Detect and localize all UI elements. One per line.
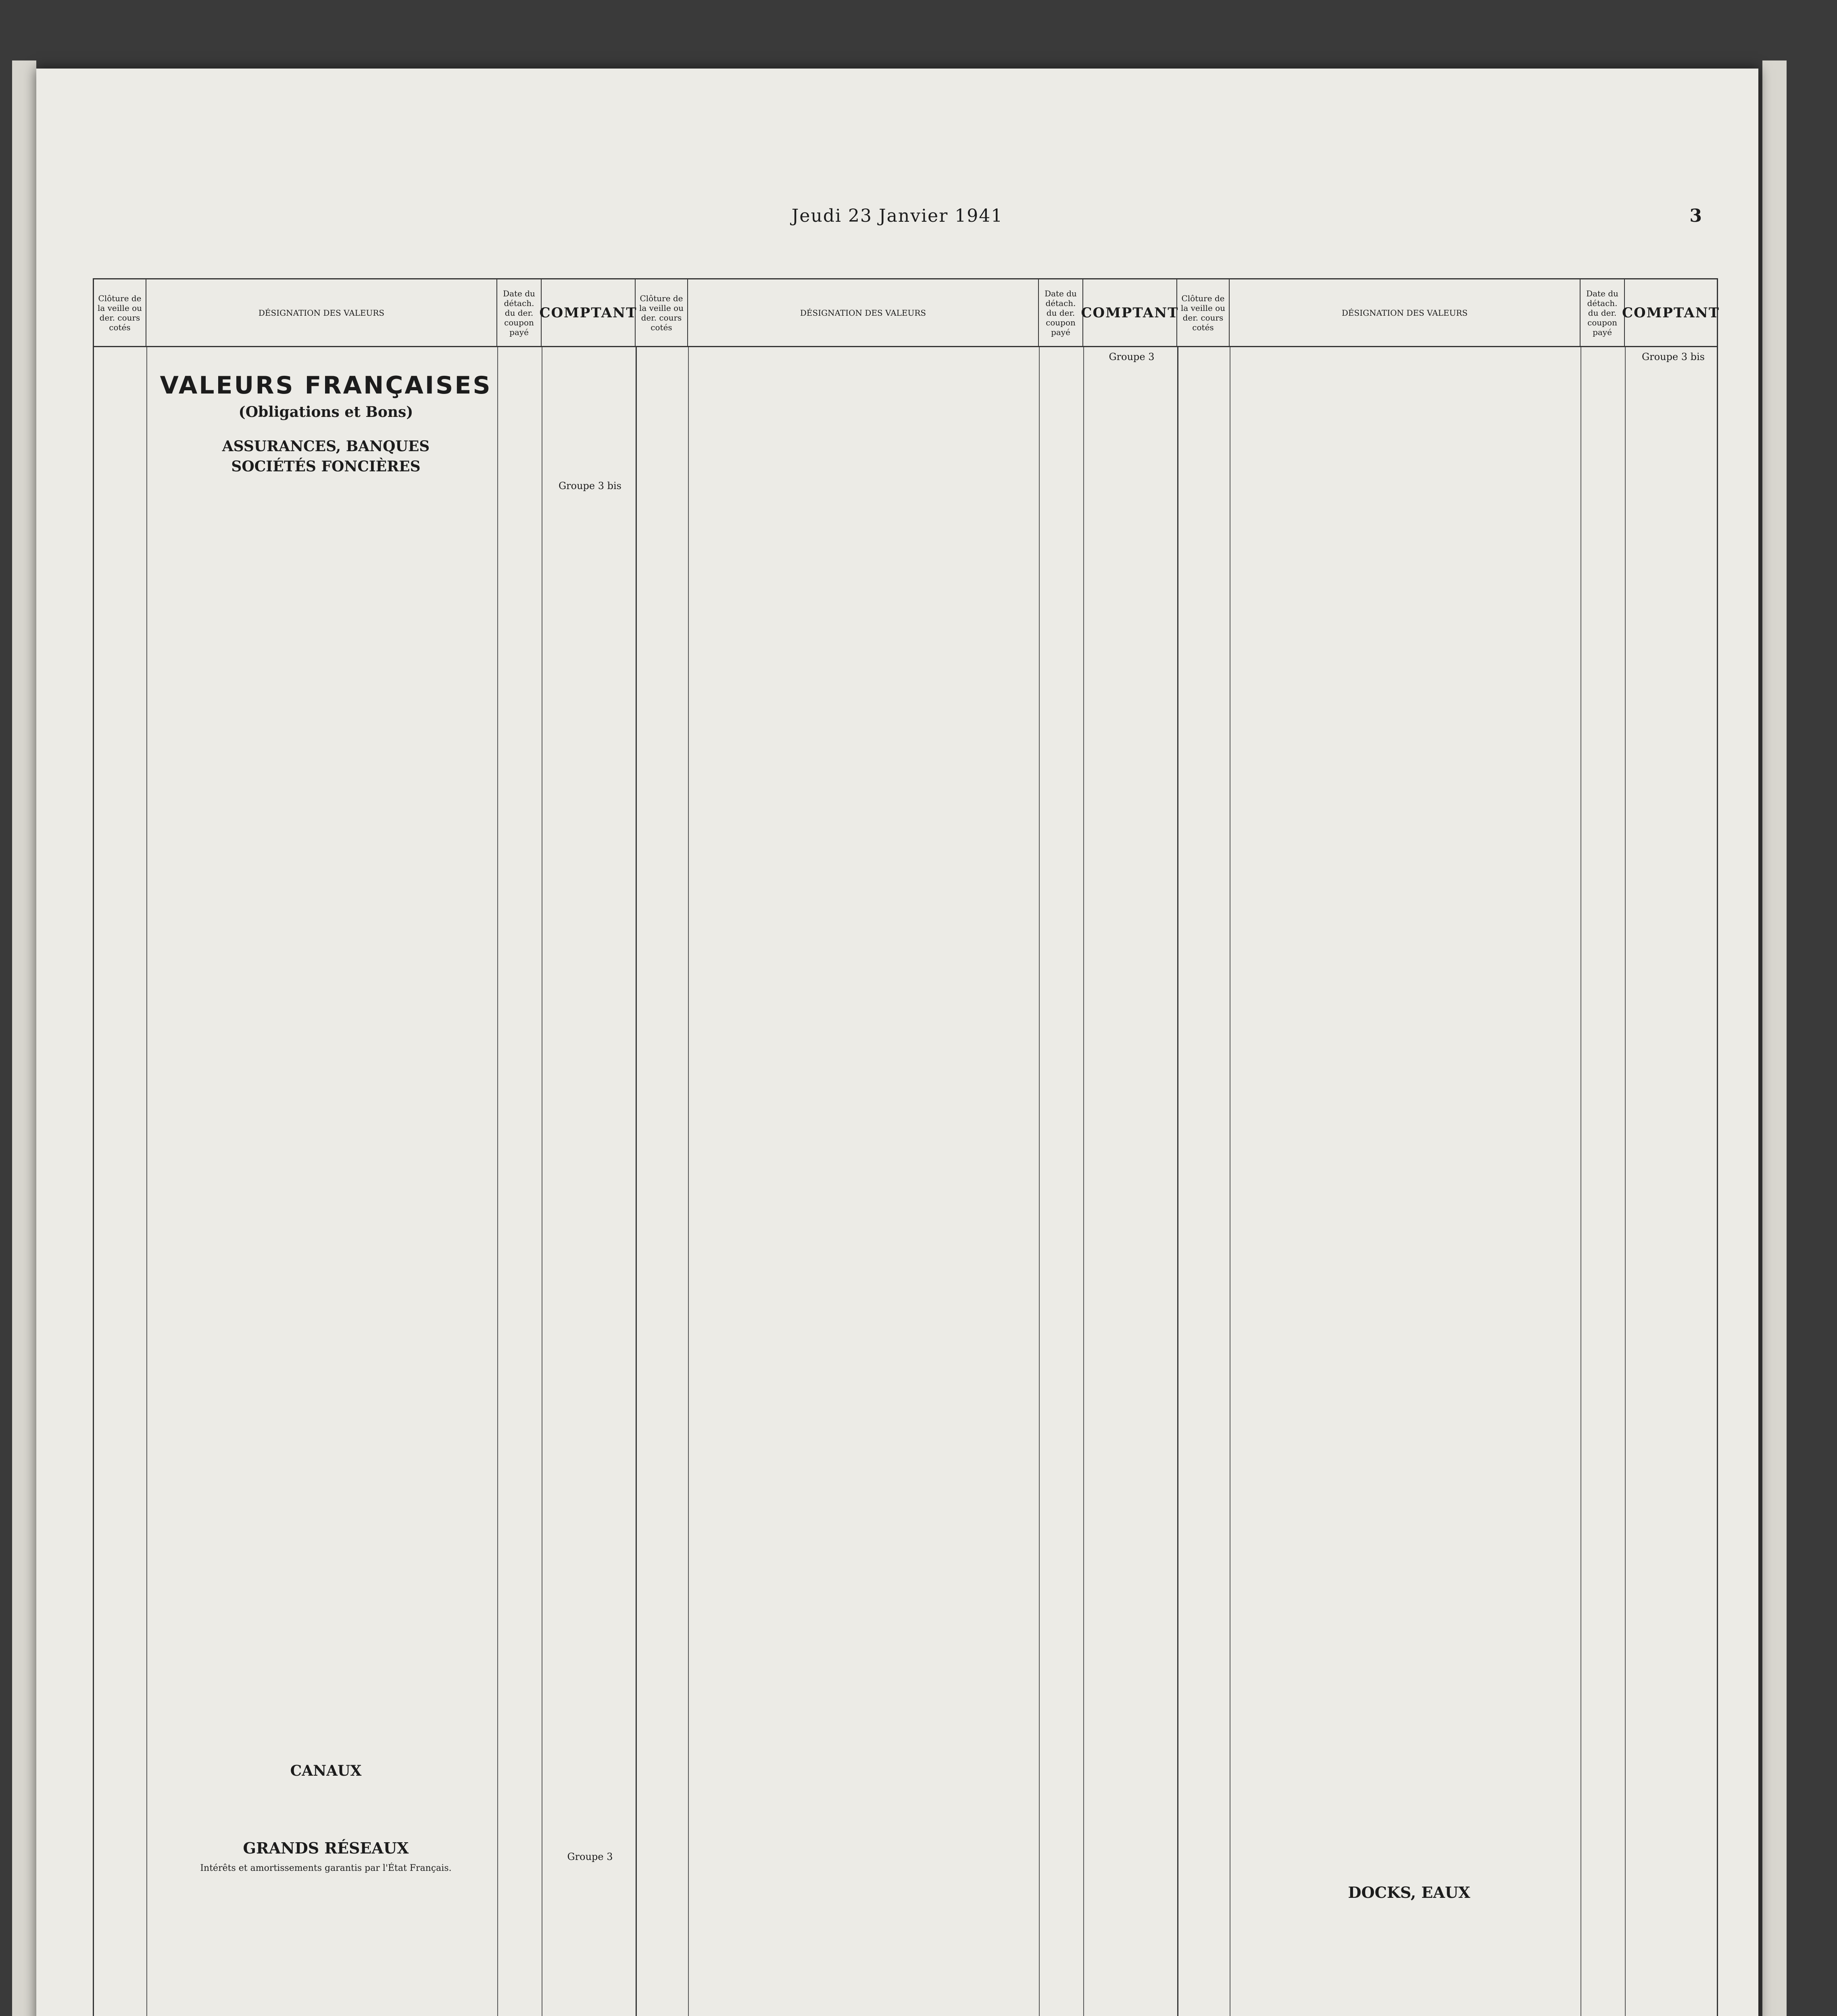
- section-societes: SOCIÉTÉS FONCIÈRES: [231, 458, 421, 475]
- column-1: [94, 347, 636, 2016]
- column-2: [636, 347, 1177, 2016]
- group-label: Groupe 3 bis: [559, 480, 621, 492]
- col-header-comptant-2: COMPTANT: [1083, 279, 1177, 346]
- section-grands-reseaux-sub: Intérêts et amortissements garantis par l'État Français.: [200, 1863, 452, 1873]
- page-header: [93, 206, 1702, 238]
- section-assurances: ASSURANCES, BANQUES: [222, 438, 430, 455]
- col-header-comptant-3: COMPTANT: [1622, 304, 1720, 321]
- quotes-table: [93, 278, 1718, 2016]
- col-header-cloture: Clôture de la veille ou der. cours cotés: [94, 279, 146, 346]
- page-number: 3: [1689, 206, 1702, 226]
- col-header-designation-3: DÉSIGNATION DES VALEURS: [1230, 279, 1581, 346]
- group-label-col2: Groupe 3: [1109, 351, 1155, 362]
- table-body: [94, 347, 1717, 2016]
- table-header: [94, 279, 1720, 347]
- section-canaux: CANAUX: [290, 1762, 362, 1779]
- col-header-cloture-3: Clôture de la veille ou der. cours cotés: [1177, 279, 1230, 346]
- section-grands-reseaux: GRANDS RÉSEAUX: [243, 1839, 409, 1857]
- section-docks-eaux: DOCKS, EAUX: [1348, 1883, 1470, 1901]
- col-header-date-3: Date du détach. du der. coupon payé: [1581, 279, 1625, 346]
- page-edge-right: [1762, 60, 1787, 2016]
- section-subtitle-valeurs: (Obligations et Bons): [238, 404, 413, 421]
- group-label-col3: Groupe 3 bis: [1642, 351, 1705, 362]
- col-header-date-2: Date du détach. du der. coupon payé: [1039, 279, 1083, 346]
- group-label-3: Groupe 3: [567, 1851, 613, 1862]
- page-date: Jeudi 23 Janvier 1941: [791, 206, 1003, 226]
- col-header-comptant: COMPTANT: [542, 279, 636, 346]
- page-edge-left: [12, 60, 36, 2016]
- section-title-valeurs: VALEURS FRANÇAISES: [160, 371, 492, 400]
- col-header-designation-2: DÉSIGNATION DES VALEURS: [688, 279, 1039, 346]
- col-header-date: Date du détach. du der. coupon payé: [497, 279, 542, 346]
- newspaper-page: [36, 69, 1758, 2016]
- col-header-designation: DÉSIGNATION DES VALEURS: [146, 279, 497, 346]
- col-header-cloture-2: Clôture de la veille ou der. cours cotés: [636, 279, 688, 346]
- column-3: [1177, 347, 1719, 2016]
